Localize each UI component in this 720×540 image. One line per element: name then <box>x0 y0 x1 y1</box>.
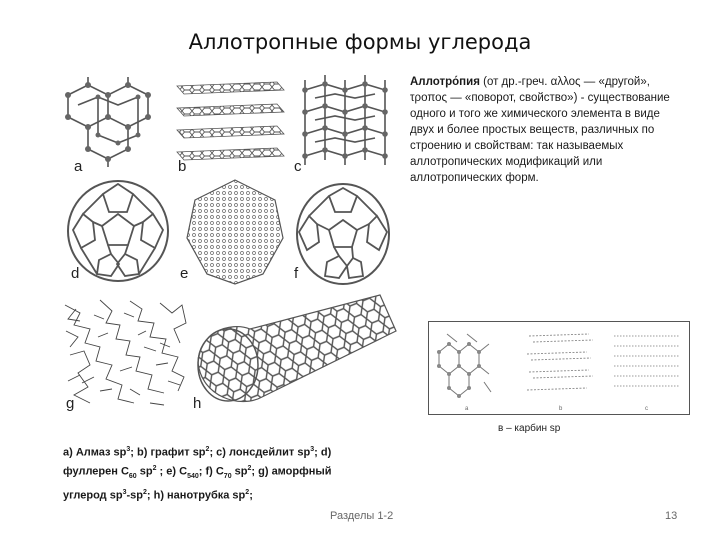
slide-title: Аллотропные формы углерода <box>188 30 532 54</box>
figure-label-g: g <box>66 395 75 412</box>
amorphous-carbon-image <box>60 295 190 410</box>
figure-label-f: f <box>294 265 299 282</box>
inset-sublabel-b: b <box>559 406 563 412</box>
graphite-structure-image <box>172 78 287 168</box>
definition-text: (от др.-греч. αλλος — «другой», τροπος — «поворот, свойство») - существование одного и того же химического элемента в виде двух и более простых веществ, различных по строению и свойствам: так называемых аллотропических модификаций или аллотропических форм. <box>410 76 670 184</box>
allotropy-definition <box>410 74 685 186</box>
page-number: 13 <box>665 510 678 522</box>
fullerene-c70-image <box>293 180 393 288</box>
inset-caption: в – карбин sp <box>498 423 561 434</box>
figure-label-c: c <box>294 158 302 175</box>
fullerene-c60-image <box>63 176 173 286</box>
inset-sublabel-a: a <box>465 406 469 412</box>
figure-label-h: h <box>193 395 202 412</box>
footer-section: Разделы 1-2 <box>330 510 394 522</box>
lonsdaleite-structure-image <box>295 70 395 175</box>
figure-label-b: b <box>178 158 187 175</box>
diamond-structure-image <box>58 75 168 170</box>
inset-sublabel-c: c <box>645 406 648 412</box>
fullerene-c540-image <box>185 178 285 286</box>
figure-label-d: d <box>71 265 80 282</box>
figure-caption: a) Алмаз $sp^3$; b) графит $sp^2$; c) лонсдейлит $sp^3$; d) фуллерен $C_{60}$ $sp^2$ ; e) $C_{540}$; f) $C_{70}$ $sp^2$; g) аморфный углерод $sp^3-sp^2$; h) нанотрубка $sp^2$; <box>63 446 332 502</box>
definition-term: Аллотро́пия <box>410 76 480 88</box>
figure-label-e: e <box>180 265 189 282</box>
figure-label-a: a <box>74 158 83 175</box>
carbyne-inset-image <box>428 321 690 415</box>
nanotube-image <box>190 293 400 413</box>
